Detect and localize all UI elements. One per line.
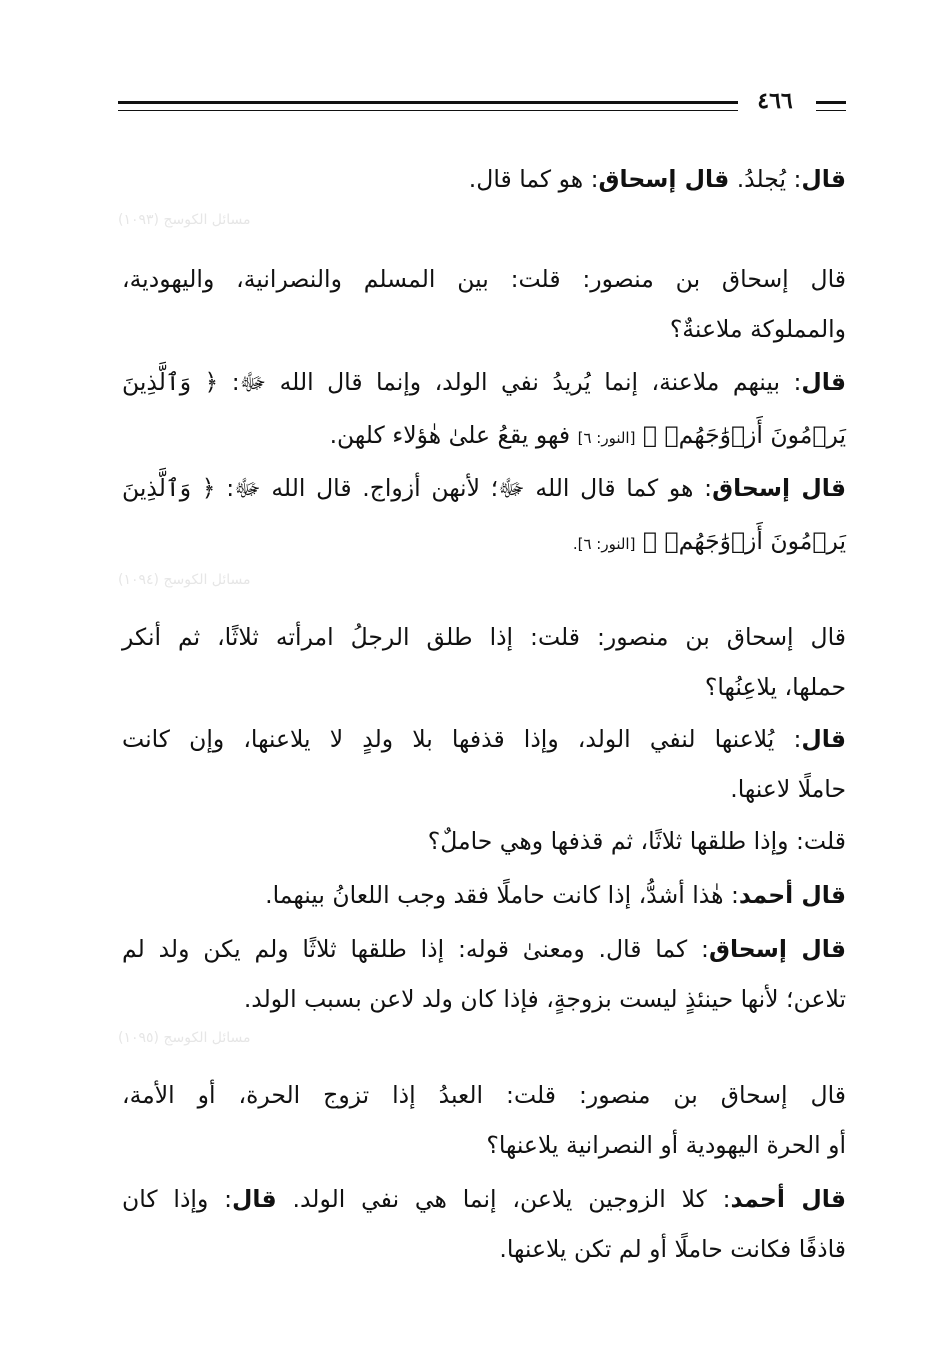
text-line: تلاعن؛ لأنها حينئذٍ ليست بزوجةٍ، فإذا كان ولد لاعن بسبب الولد. [243,985,846,1013]
text-span: : كما قال. ومعنىٰ قوله: إذا طلقها ثلاثًا ولم يكن ولد لم [122,935,709,963]
quran-text: يَرۡمُونَ أَزۡوَٰجَهُمۡ ﴾ [635,527,846,555]
text-line [122,722,846,756]
text-line [122,365,846,399]
text-line [122,524,846,561]
text-line: قلت: وإذا طلقها ثلاثًا، ثم قذفها وهي حاملٌ؟ [427,827,846,855]
speaker-label: قال إسحاق [708,935,847,963]
text-span: : وإذا كان [122,1185,233,1213]
header-rule-thick [118,101,738,104]
text-line: قال إسحاق بن منصور: قلت: بين المسلم والنصرانية، واليهودية، [122,265,846,293]
text-line [122,471,846,505]
text-span: فهو يقعُ علىٰ هٰؤلاء كلهن. [329,421,578,449]
text-span: : هٰذا أشدُّ، إذا كانت حاملًا فقد وجب اللعانُ بينهما. [265,881,739,909]
header-rule-short-thin [816,110,846,111]
citation: [النور: ٦]. [572,535,636,553]
text-line: حاملًا لاعنها. [730,775,846,803]
text-line [122,418,846,455]
faint-bleed-through-text: مسائل الكوسج (١٠٩٥) [118,1030,251,1046]
speaker-label: قال [801,725,846,753]
text-line [122,932,846,966]
speaker-label: قال أحمد [738,881,846,909]
speaker-label: قال أحمد [730,1185,847,1213]
text-line [122,1182,846,1216]
text-line: أو الحرة اليهودية أو النصرانية يلاعنها؟ [486,1131,846,1159]
text-span: : كلا الزوجين يلاعن، إنما هي نفي الولد. [276,1185,731,1213]
speaker-label: قال [232,1185,277,1213]
text-line: والمملوكة ملاعنةٌ؟ [669,315,846,343]
speaker-label: قال [801,368,846,396]
speaker-label: قال إسحاق [598,165,730,193]
page-header [118,86,846,126]
text-line [122,162,846,196]
header-rule-thin [118,110,738,111]
text-line: قال إسحاق بن منصور: قلت: إذا طلق الرجلُ امرأته ثلاثًا، ثم أنكر [122,623,846,651]
faint-bleed-through-text: مسائل الكوسج (١٠٩٣) [118,212,251,228]
text-span: : يُلاعنها لنفي الولد، وإذا قذفها بلا ولدٍ لا يلاعنها، وإن كانت [122,725,802,753]
text-span: : هو كما قال الله ﷻ؛ لأنهن أزواج. قال الله ﷻ: ﴿ وَٱلَّذِينَ [122,474,713,502]
quran-text: يَرۡمُونَ أَزۡوَٰجَهُمۡ ﴾ [635,421,846,449]
text-line: حملها، يلاعِنُها؟ [704,673,846,701]
header-rule-short-thick [816,101,846,104]
faint-bleed-through-text: مسائل الكوسج (١٠٩٤) [118,572,251,588]
page-number: ٤٦٦ [757,88,793,114]
speaker-label: قال [801,165,846,193]
text-span: : هو كما قال. [468,165,599,193]
text-line [122,878,846,912]
text-span: : بينهم ملاعنة، إنما يُريدُ نفي الولد، وإنما قال الله ﷻ: ﴿ وَٱلَّذِينَ [122,368,802,396]
citation: [النور: ٦] [577,429,636,447]
speaker-label: قال إسحاق [712,474,847,502]
text-line: قال إسحاق بن منصور: قلت: العبدُ إذا تزوج الحرة، أو الأمة، [122,1081,846,1109]
text-span: : يُجلدُ. [729,165,802,193]
text-line: قاذفًا فكانت حاملًا أو لم تكن يلاعنها. [499,1235,846,1263]
